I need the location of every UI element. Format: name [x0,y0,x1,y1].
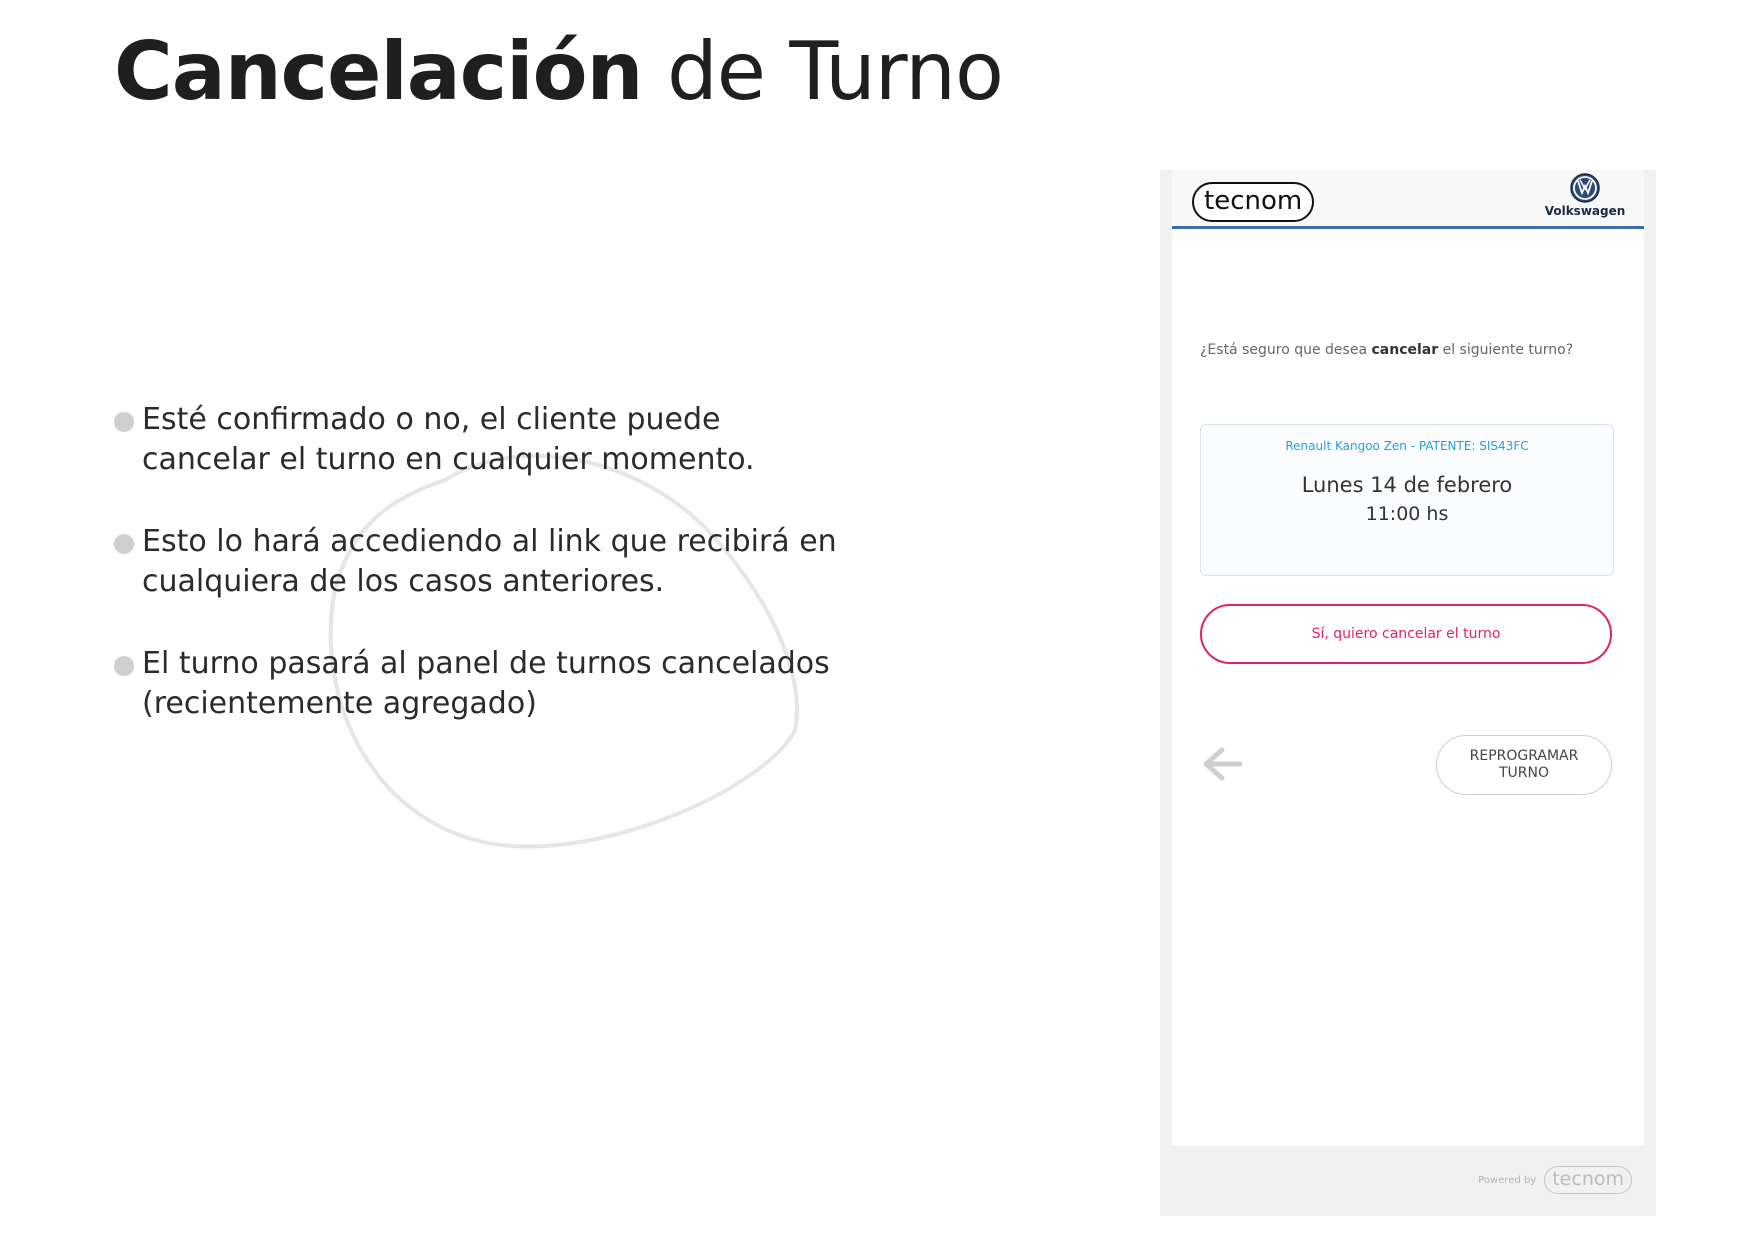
back-arrow-icon[interactable] [1200,744,1244,784]
question-text: el siguiente turno? [1438,342,1574,358]
bullet-dot [114,656,134,676]
bullet-item [114,644,894,724]
reprogram-line: REPROGRAMAR [1469,748,1579,764]
brand-block [1540,172,1630,218]
bullet-line: Esté confirmado o no, el cliente puede [142,402,721,437]
turn-date: Lunes 14 de febrero [1301,473,1513,497]
page-title-bold: Cancelación [114,25,643,118]
vehicle-label: Renault Kangoo Zen - PATENTE: SIS43FC [1285,439,1529,453]
bullet-text [142,400,894,480]
bullet-line: (recientemente agregado) [142,686,537,721]
brand-label: Volkswagen [1544,204,1626,218]
bullet-text [142,644,894,724]
app-header [1172,170,1644,229]
app-screen [1172,170,1644,1146]
vw-logo-icon [1569,172,1601,204]
powered-logo: tecnom [1544,1166,1632,1194]
bullet-text [142,522,894,602]
bullet-item [114,522,894,602]
question-text: ¿Está seguro que desea [1200,342,1372,358]
page-title-rest: de Turno [666,25,1003,118]
tecnom-logo: tecnom [1192,182,1314,222]
bullet-dot [114,534,134,554]
powered-label: Powered by [1478,1174,1537,1186]
bullet-line: El turno pasará al panel de turnos cancelados [142,646,830,681]
cancel-question [1200,342,1630,358]
bullet-item [114,400,894,480]
phone-mockup [1160,170,1656,1216]
bullet-dot [114,412,134,432]
reprogram-button[interactable] [1436,735,1612,795]
question-bold: cancelar [1371,342,1439,358]
bullet-line: cancelar el turno en cualquier momento. [142,442,755,477]
turn-time: 11:00 hs [1365,503,1449,525]
bullet-line: cualquiera de los casos anteriores. [142,564,665,599]
powered-by [1478,1166,1632,1194]
reprogram-line: TURNO [1498,765,1549,781]
page-title [114,22,1003,122]
turn-card [1200,424,1614,576]
bullet-list [114,400,894,766]
bullet-line: Esto lo hará accediendo al link que recibirá en [142,524,837,559]
confirm-cancel-button[interactable]: Sí, quiero cancelar el turno [1200,604,1612,664]
